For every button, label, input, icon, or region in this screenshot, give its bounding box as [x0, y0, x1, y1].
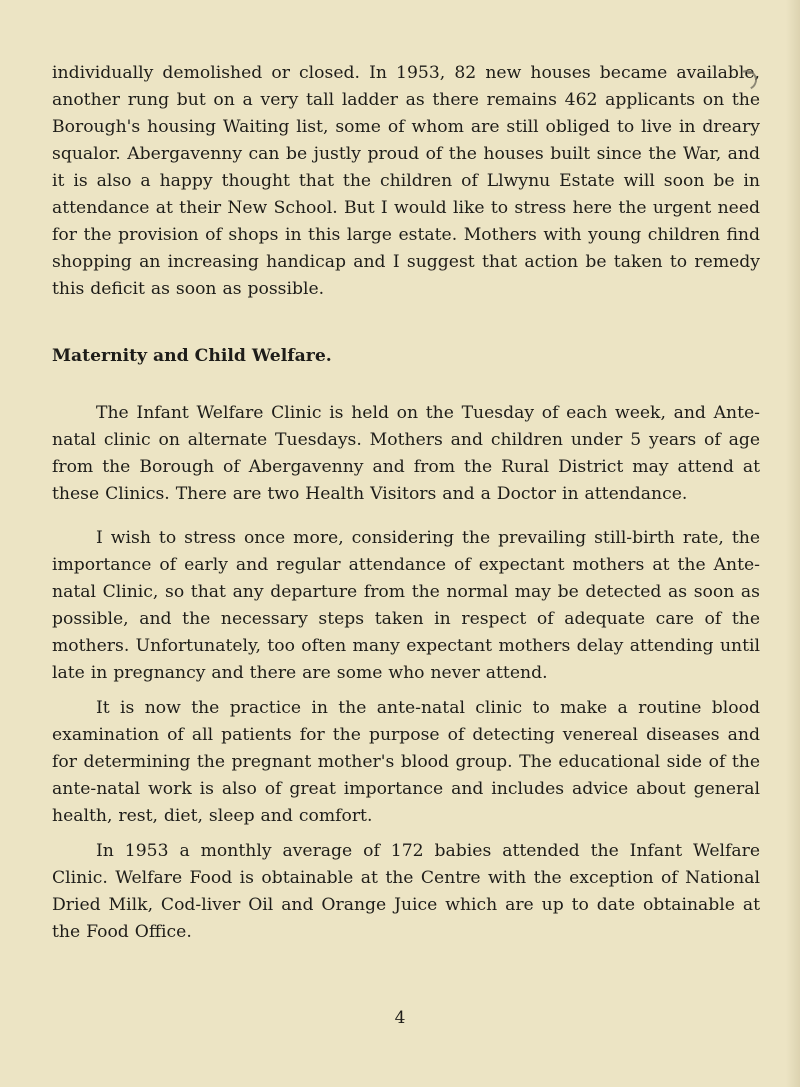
page-number: 4	[394, 1008, 406, 1028]
paragraph-clinic-schedule: The Infant Welfare Clinic is held on the Tuesday of each week, and Ante-natal clinic on alternate Tuesdays. Mothers and children under 5 years of age from the Borough of Abergavenny and from the Rural District may attend at these Clinics. There are two Health Visitors and a Doctor in attendance.	[52, 403, 760, 504]
section-heading: Maternity and Child Welfare.	[52, 346, 332, 366]
page-edge-shadow	[786, 0, 800, 1087]
paragraph-welfare-food: In 1953 a monthly average of 172 babies attended the Infant Welfare Clinic. Welfare Food is obtainable at the Centre with the exception of National Dried Milk, Cod-liver Oil and Orange Juice which are up to date obtainable at the Food Office.	[52, 841, 760, 942]
opening-paragraph: individually demolished or closed. In 1953, 82 new houses became available, another rung but on a very tall ladder as there remains 462 applicants on the Borough's housing Waiting list, some of whom are still obliged to live in dreary squalor. Abergavenny can be justly proud of the houses built since the War, and it is also a happy thought that the children of Llwynu Estate will soon be in attendance at their New School. But I would like to stress here the urgent need for the provision of shops in this large estate. Mothers with young children find shopping an increasing handicap and I suggest that action be taken to remedy this deficit as soon as possible.	[52, 63, 760, 299]
paragraph-ante-natal-attendance: I wish to stress once more, considering the prevailing still-birth rate, the importance of early and regular attendance of expectant mothers at the Ante-natal Clinic, so that any departure from the normal may be detected as soon as possible, and the necessary steps taken in respect of adequate care of the mothers. Unfortunately, too often many expectant mothers delay attending until late in pregnancy and there are some who never attend.	[52, 528, 760, 683]
paragraph-blood-examination: It is now the practice in the ante-natal clinic to make a routine blood examination of all patients for the purpose of detecting venereal diseases and for determining the pregnant mother's blood group. The educational side of the ante-natal work is also of great importance and includes advice about general health, rest, diet, sleep and comfort.	[52, 698, 760, 826]
